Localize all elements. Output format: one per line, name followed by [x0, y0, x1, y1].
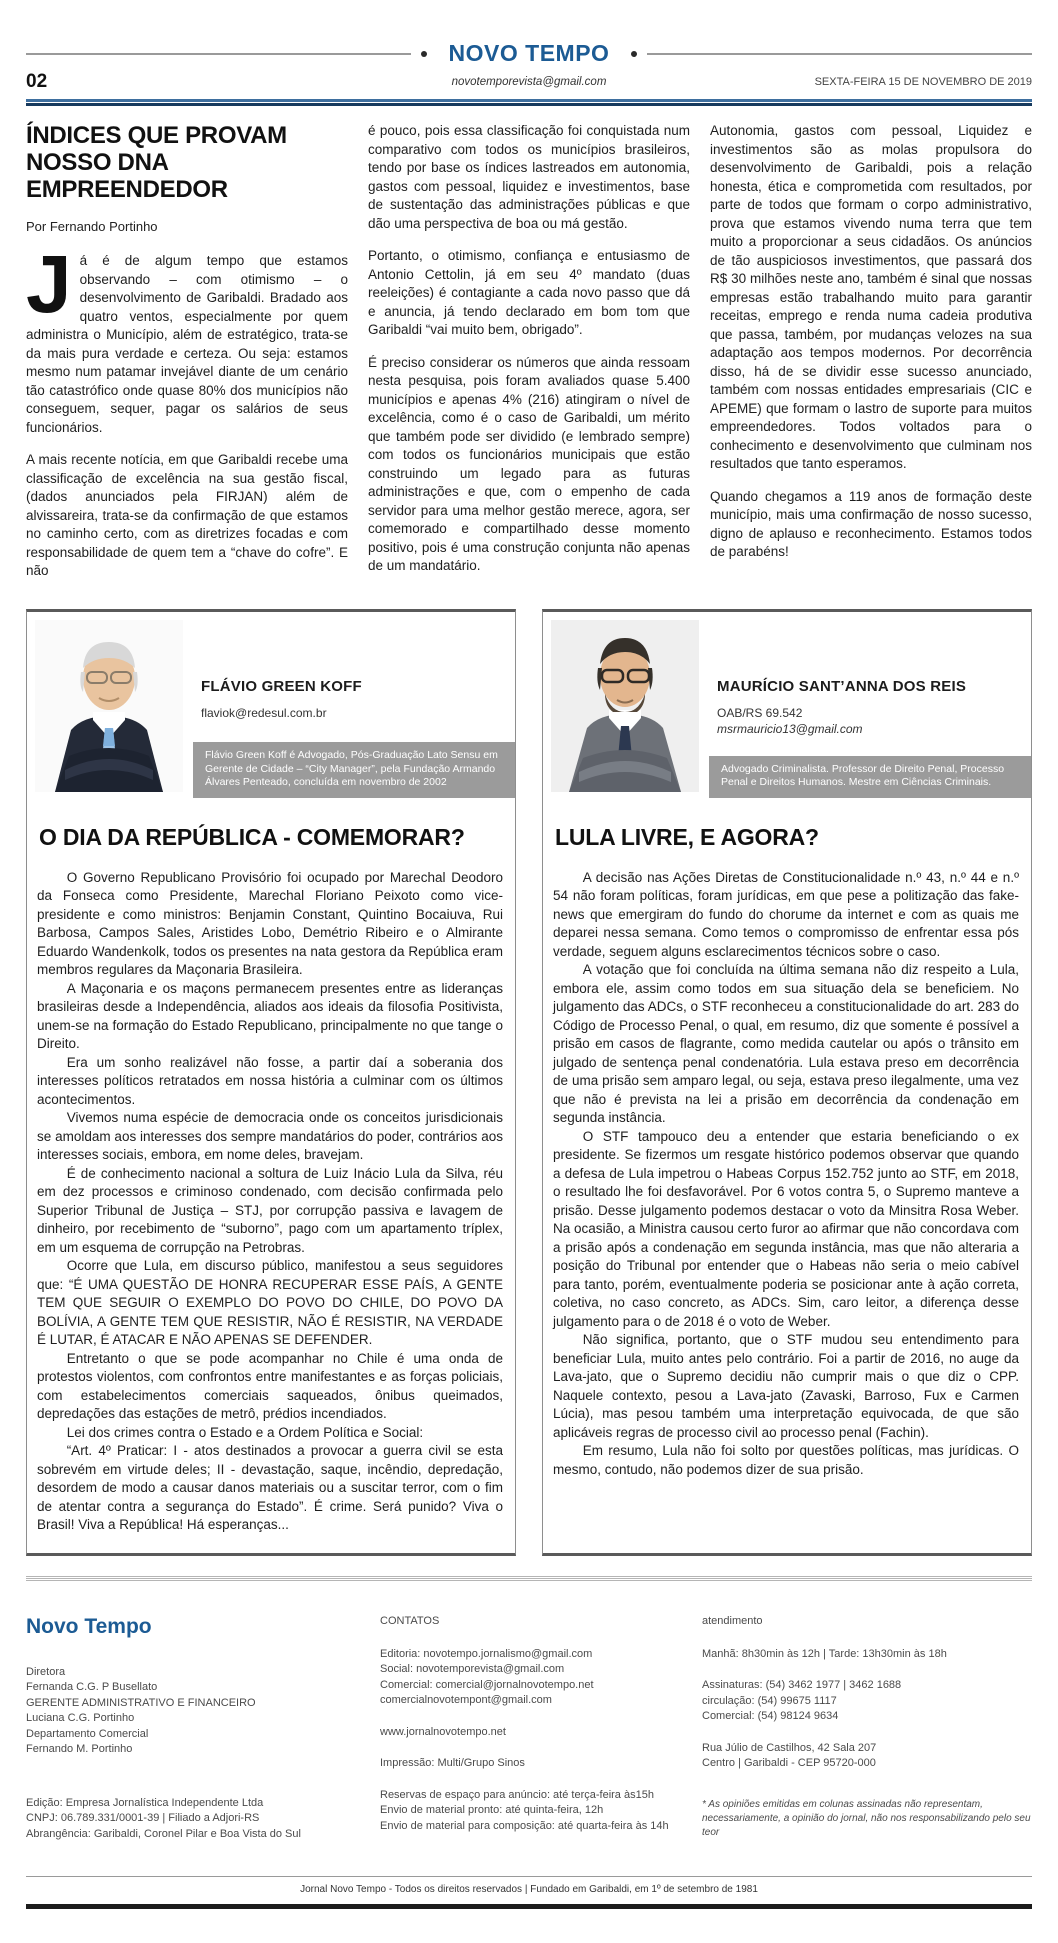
author-photo-mauricio	[551, 620, 699, 792]
header-dot-right	[631, 51, 637, 57]
disclaimer-line: * As opiniões emitidas em colunas assinadas não representam,	[702, 1798, 983, 1810]
footer-column-contacts	[380, 1615, 688, 1859]
footer-hours: Manhã: 8h30min às 12h | Tarde: 13h30min às 18h	[702, 1647, 947, 1660]
footer-disclaimer	[702, 1798, 1032, 1840]
disclaimer-line: necessariamente, a opinião do jornal, não nos responsabilizando pelo seu teor	[702, 1812, 1031, 1838]
footer-line: Abrangência: Garibaldi, Coronel Pilar e Boa Vista do Sul	[26, 1827, 301, 1840]
footer-divider	[26, 1576, 1032, 1581]
paragraph: Em resumo, Lula não foi solto por questões políticas, mas jurídicas. O mesmo, contudo, não podemos dizer de sua prisão.	[553, 1443, 1019, 1477]
author-caption-bar: Flávio Green Koff é Advogado, Pós-Graduação Lato Sensu em Gerente de Cidade – “City Manager”, pela Fundação Armando Álvares Penteado, concluída em novembro de 2002	[193, 742, 515, 798]
lead-first-paragraph	[26, 239, 348, 437]
footer-line: Fernanda C.G. P Busellato	[26, 1681, 158, 1693]
footer-line: Reservas de espaço para anúncio: até terça-feira às15h	[380, 1788, 654, 1801]
author-info-mauricio	[717, 678, 1017, 737]
contact-lines	[380, 1647, 688, 1709]
paragraph: A decisão nas Ações Diretas de Constitucionalidade n.º 43, n.º 44 e n.º 54 não foram políticas, foram jurídicas, em que pese a politização das fake-news que emergiram do fundo do chorume da internet e com as quais me deparei nessa semana. Como temos o compromisso de enfrentar essa pós verdade, seguem alguns esclarecimentos técnicos sobre o caso.	[553, 869, 1019, 959]
lead-article	[26, 122, 1032, 595]
author-profile-flavio	[35, 620, 505, 798]
footer-line: Comercial: (54) 98124 9634	[702, 1710, 839, 1722]
header-email: novotemporevista@gmail.com	[451, 76, 607, 88]
paragraph: é pouco, pois essa classificação foi conquistada num comparativo com todos os municípios brasileiros, tendo por base os índices lastreados em autonomia, gastos com pessoal, liquidez e investimentos, base de sustentação das administrações públicas e que dão uma perspectiva de boa ou má gestão.	[368, 123, 690, 231]
lead-article-title: ÍNDICES QUE PROVAM NOSSO DNA EMPREENDEDOR	[26, 122, 287, 203]
footer-line: Edição: Empresa Jornalística Independente Ltda	[26, 1796, 264, 1809]
author-caption-bar: Advogado Criminalista. Professor de Direito Penal, Processo Penal e Direitos Humanos. Mestre em Ciências Criminais.	[709, 756, 1031, 798]
page-header	[26, 40, 1032, 106]
footer-website: www.jornalnovotempo.net	[380, 1725, 506, 1738]
paragraph: Entretanto o que se pode acompanhar no Chile é uma onda de protestos violentos, com confrontos entre manifestantes e as forças policiais, com estabelecimentos comerciais saqueados, ônibus queimados, depredações das estações de metrô, prédios incendiados.	[37, 1350, 503, 1421]
footer-line: Envio de material pronto: até quinta-feira, 12h	[380, 1804, 604, 1816]
address-lines	[702, 1741, 1032, 1772]
paragraph: Era um sonho realizável não fosse, a partir daí a soberania dos interesses políticos retratados em nossa história a culminar com os últimos acontecimentos.	[37, 1054, 503, 1107]
lead-column-1-paragraphs	[26, 451, 348, 581]
author-email: flaviok@redesul.com.br	[201, 705, 327, 720]
masthead-title: NOVO TEMPO	[448, 40, 610, 66]
header-rule-blue-bottom	[26, 103, 1032, 106]
footer-brand: Novo Tempo	[26, 1614, 152, 1638]
opinion-right-title: LULA LIVRE, E AGORA?	[555, 823, 819, 850]
paragraph: Lei dos crimes contra o Estado e a Ordem Política e Social:	[66, 1424, 424, 1440]
lead-first-paragraph-text: á é de algum tempo que estamos observando – com otimismo – o desenvolvimento de Garibaldi. Bradado aos quatro ventos, especialmente por quem administra o Município, além de estratégico, trata-se da mais pura verdade e certeza. Ou seja: estamos mesmo num patamar invejável diante de um cenário tão catastrófico onde quase 80% dos municípios não conseguem, sequer, pagar os salários de seus funcionários.	[26, 253, 348, 435]
footer-line: Assinaturas: (54) 3462 1977 | 3462 1688	[702, 1679, 902, 1691]
author-name: FLÁVIO GREEN KOFF	[201, 677, 362, 695]
service-title: atendimento	[702, 1614, 763, 1627]
masthead-row	[26, 40, 1032, 67]
footer-line: circulação: (54) 99675 1117	[702, 1694, 837, 1707]
footer-line: Fernando M. Portinho	[26, 1743, 133, 1755]
bottom-margin	[26, 1909, 1032, 1943]
paragraph: É preciso considerar os números que ainda ressoam nesta pesquisa, pois foram avaliados quase 5.400 municípios e apenas 4% (216) atingiram o nível de excelência, como é o caso de Garibaldi, um mérito que também pode ser dividido (e lembrado sempre) com todos os funcionários municipais que estão construindo um legado para as futuras administrações e que, com o empenho de cada servidor para uma melhor gestão merece, agora, ser comemorado e compartilhado desse momento positivo, pois é uma construção conjunta não apenas de um mandatário.	[368, 354, 690, 573]
lead-column-3	[710, 122, 1032, 595]
footer-line: Comercial: comercial@jornalnovotempo.net	[380, 1678, 594, 1691]
lead-article-byline: Por Fernando Portinho	[26, 219, 158, 234]
opinion-left-body	[35, 869, 505, 1535]
paragraph: O Governo Republicano Provisório foi ocupado por Marechal Deodoro da Fonseca como Presidente, Marechal Floriano Peixoto como vice-presidente e como ministros: Benjamin Constant, Quintino Bocaiuva, Rui Barbosa, Campos Sales, Aristides Lobo, Demétrio Ribeiro e o Almirante Eduardo Wandenkolk, todos os presentes na nata gestora da República eram membros regulares da Maçonaria Brasileira.	[37, 869, 503, 977]
footer-company-lines	[26, 1796, 366, 1843]
paragraph: Ocorre que Lula, em discurso público, manifestou a seus seguidores que: “É UMA QUESTÃO DE HONRA RECUPERAR ESSE PAÍS, A GENTE TEM QUE SEGUIR O EXEMPLO DO POVO DO CHILE, DO POVO DA BOLÍVIA, A GENTE TEM QUE RESISTIR, NÃO É RESISTIR, NA VERDADE É LUTAR, É ATACAR E NÃO APENAS SE DEFENDER.	[37, 1258, 503, 1347]
lead-column-1	[26, 122, 348, 595]
footer-line: comercialnovotempont@gmail.com	[380, 1694, 552, 1706]
footer-line: Luciana C.G. Portinho	[26, 1712, 135, 1724]
author-email: msrmauricio13@gmail.com	[717, 721, 863, 736]
opinion-boxes	[26, 609, 1032, 1556]
paragraph: A Maçonaria e os maçons permanecem presentes entre as lideranças brasileiras desde a Independência, aliados aos ideais da filosofia Positivista, unem-se na formação do Estado Republicano, principalmente no que tange o Direito.	[37, 980, 503, 1051]
paragraph: “Art. 4º Praticar: I - atos destinados a provocar a guerra civil se esta sobrevém em virtude deles; II - devastação, saque, incêndio, depredação, desordem de modo a causar danos materiais ou a suscitar terror, com o fim de atentar contra a segurança do Estado”. É crime. Será punido? Viva o Brasil! Viva a República! Há esperanças...	[37, 1443, 503, 1532]
page-footer	[26, 1615, 1032, 1859]
author-name: MAURÍCIO SANT’ANNA DOS REIS	[717, 677, 967, 695]
paragraph: O STF tampouco deu a entender que estaria beneficiando o ex presidente. Se fizermos um resgate histórico podemos observar que quando a defesa de Lula impetrou o Habeas Corpus 152.752 junto ao STF, em 2018, o resultado lhe foi desfavorável. Por 6 votos contra 5, o Supremo manteve a prisão. Desse julgamento podemos destacar o voto da Minsitra Rosa Weber. Na ocasião, a Ministra causou certo furor ao afirmar que não concordava com a prisão após a condenação em segunda instância, mas que não alteraria a posição do Tribunal por entender que o Habeas não seria o meio cabível para tanto, porém, eventualmente poderia se posicionar ante à ação correta, coletiva, no caso concreto, as ADCs. Sim, caro leitor, a diferença desse julgamento para o de 2018 é o voto de Weber.	[553, 1128, 1019, 1329]
contacts-title: CONTATOS	[380, 1614, 440, 1627]
footer-column-staff	[26, 1615, 366, 1859]
paragraph: É de conhecimento nacional a soltura de Luiz Inácio Lula da Silva, réu em dez processos e criminoso condenado, com decisão confirmada pelo Superior Tribunal de Justiça – STJ, por corrupção passiva e lavagem de dinheiro, por recebimento de “suborno”, pago com um apartamento tríplex, em um esquema de corrupção na Petrobras.	[37, 1165, 503, 1255]
author-info-flavio	[201, 678, 501, 721]
opinion-left-title: O DIA DA REPÚBLICA - COMEMORAR?	[39, 823, 465, 850]
header-meta	[26, 71, 1032, 93]
header-rule-right	[647, 53, 1032, 55]
author-photo-flavio	[35, 620, 183, 792]
header-dot-left	[421, 51, 427, 57]
footer-line: GERENTE ADMINISTRATIVO E FINANCEIRO	[26, 1696, 256, 1709]
author-profile-mauricio	[551, 620, 1021, 798]
phone-lines	[702, 1678, 1032, 1725]
paragraph: Não significa, portanto, que o STF mudou seu entendimento para beneficiar Lula, muito antes pelo contrário. Foi a partir de 2016, no auge da Lava-jato, que o Supremo decidiu não cumprir mais o que diz o CPP. Naquele contexto, pesou a Lava-jato (Zavaski, Barroso, Fux e Carmen Lúcia), mas pesou também uma interpretação equivocada, de que são aplicáveis regras de processo civil ao processo penal (Fachin).	[553, 1332, 1019, 1440]
footer-line: Editoria: novotempo.jornalismo@gmail.com	[380, 1647, 593, 1660]
portrait-illustration-flavio	[35, 620, 183, 792]
footer-line: Envio de material para composição: até quarta-feira às 14h	[380, 1819, 669, 1832]
paragraph: A mais recente notícia, em que Garibaldi recebe uma classificação de excelência na sua gestão fiscal, (dados anunciados pela FIRJAN) além de alvissareira, trata-se da confirmação de que estamos no caminho certo, com as diretrizes focadas e com responsabilidade de quem tem a “chave do cofre”. E não	[26, 452, 348, 578]
footer-line: Departamento Comercial	[26, 1727, 149, 1740]
header-rule-blue-top	[26, 99, 1032, 102]
author-oab: OAB/RS 69.542	[717, 705, 803, 720]
footer-line: Diretora	[26, 1665, 66, 1678]
paragraph: Portanto, o otimismo, confiança e entusiasmo de Antonio Cettolin, já em seu 4º mandato (duas reeleições) é contagiante a cada novo passo que dá e anuncia, já tendo declarado em bom tom que Garibaldi “vai muito bem, obrigado”.	[368, 248, 690, 337]
footer-column-service	[702, 1615, 1032, 1859]
dropcap-letter: J	[26, 239, 72, 330]
portrait-illustration-mauricio	[551, 620, 699, 792]
paragraph: Quando chegamos a 119 anos de formação deste município, mais uma confirmação de nosso sucesso, digno de aplauso e reconhecimento. Estamos todos de parabéns!	[710, 488, 1032, 559]
lead-column-2	[368, 122, 690, 595]
paragraph: Autonomia, gastos com pessoal, Liquidez e investimentos são as molas propulsora do desenvolvimento de Garibaldi, pois a relação honesta, ética e comprometida com resultados, por parte de todos que formam o corpo administrativo, prova que estamos vivendo numa terra que tem muito a proporcionar a seus cidadãos. Os anúncios de tão auspiciosos investimentos, que passará dos R$ 30 milhões neste ano, também é sinal que nossas empresas estão trabalhando muito para garantir receitas, emprego e renda numa cadeia produtiva que passa, também, por mudanças velozes na sua adaptação aos tempos modernos. Por decorrência disso, há de se dividir esse sucesso anunciado, também com nossas entidades empresariais (CIC e APEME) que formam o lastro de suporte para muitos empreendedores. Todos voltados para o conhecimento e desenvolvimento que culminam nos resultados que tanto esperamos.	[710, 123, 1032, 471]
footer-line: CNPJ: 06.789.331/0001-39 | Filiado a Adjori-RS	[26, 1812, 260, 1824]
footer-line: Centro | Garibaldi - CEP 95720-000	[702, 1757, 876, 1769]
footer-line: Rua Júlio de Castilhos, 42 Sala 207	[702, 1741, 877, 1754]
footer-bottom-line: Jornal Novo Tempo - Todos os direitos reservados | Fundado em Garibaldi, em 1º de setembro de 1981	[26, 1876, 1032, 1895]
footer-staff-lines	[26, 1665, 366, 1758]
paragraph: Vivemos numa espécie de democracia onde os conceitos jurisdicionais se amoldam aos interesses dos sempre mandatários do poder, contrários aos interesses sociais, embora, em nome deles, bravejam.	[37, 1110, 503, 1162]
paragraph: A votação que foi concluída na última semana não diz respeito a Lula, embora ele, assim como todos em sua situação dela se beneficiem. No julgamento das ADCs, o STF reconheceu a constitucionalidade do art. 283 do Código de Processo Penal, o qual, em resumo, diz que somente é possível a prisão em casos de flagrante, como medida cautelar ou após o trânsito em julgado de sentença penal condenatória. Lula estava preso em decorrência de uma prisão sem amparo legal, ou seja, estava preso ilegalmente, uma vez que não é prevista na lei a prisão em decorrência da condenação em segunda instância.	[553, 962, 1019, 1125]
opinion-box-left	[26, 609, 516, 1556]
footer-printing: Impressão: Multi/Grupo Sinos	[380, 1757, 525, 1769]
deadline-lines	[380, 1788, 688, 1835]
footer-line: Social: novotemporevista@gmail.com	[380, 1663, 565, 1675]
opinion-box-right	[542, 609, 1032, 1556]
opinion-right-body	[551, 869, 1021, 1480]
header-rule-left	[26, 53, 411, 55]
header-date: SEXTA-FEIRA 15 DE NOVEMBRO DE 2019	[814, 76, 1032, 88]
page-number: 02	[26, 71, 48, 92]
